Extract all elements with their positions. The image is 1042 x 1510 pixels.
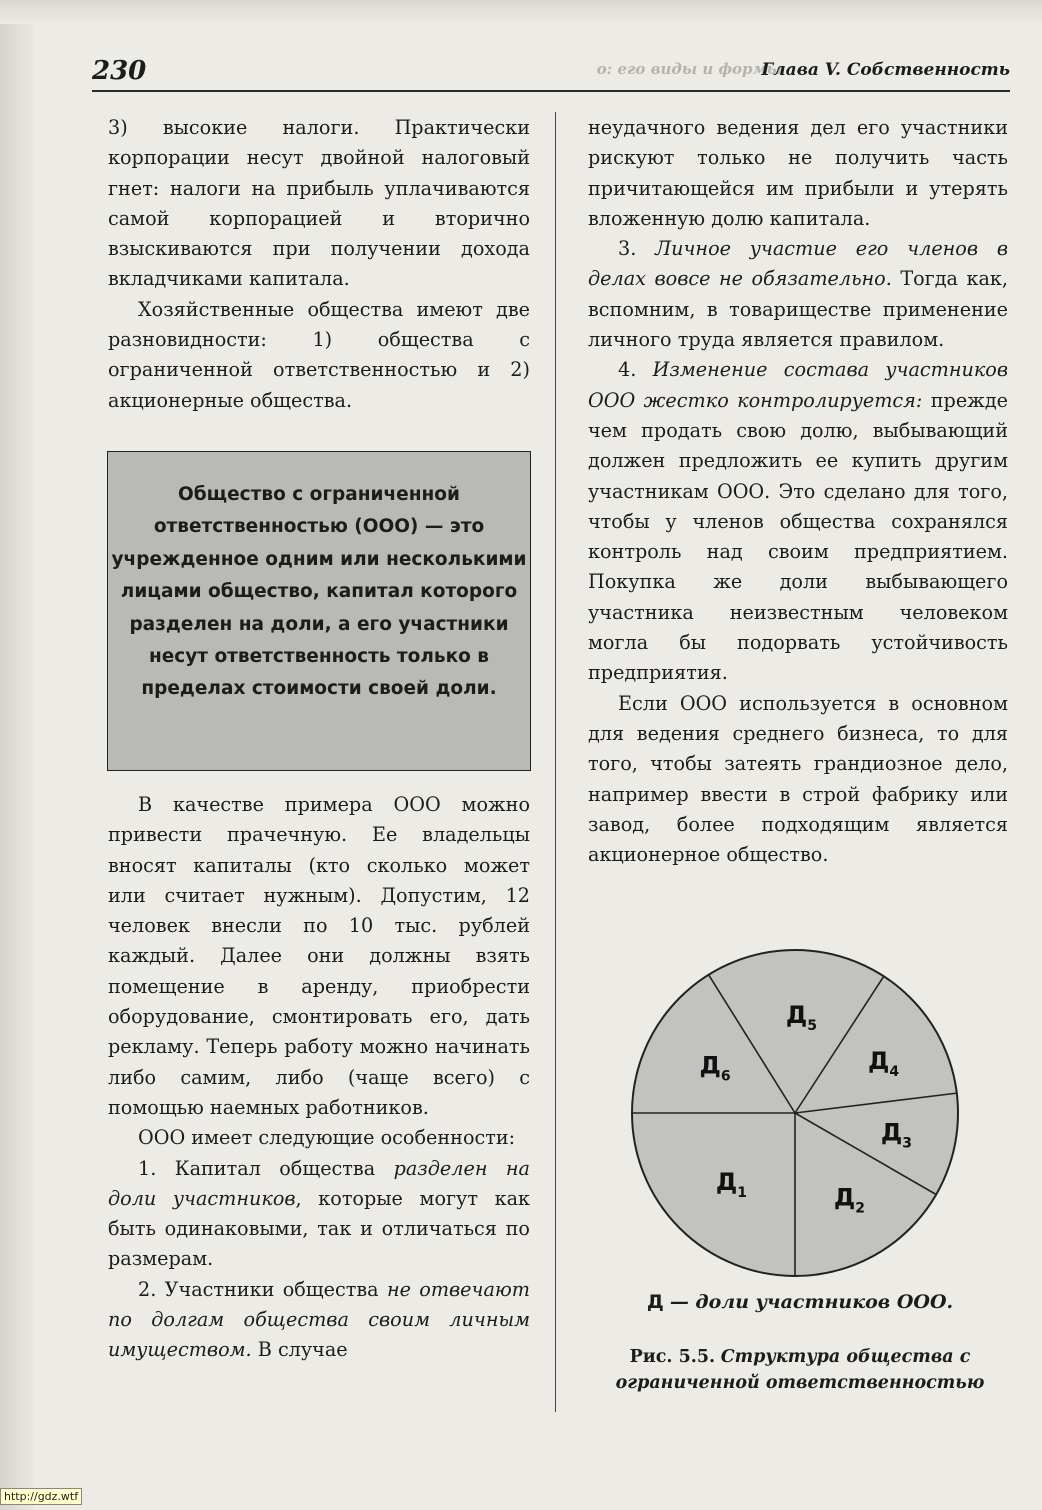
legend-symbol: Д bbox=[646, 1291, 664, 1313]
pie-slice-label: $Д_5$ bbox=[785, 1001, 817, 1035]
paragraph-features-intro: ООО имеет следующие особенности: bbox=[138, 1126, 516, 1150]
figure-caption bbox=[592, 1344, 1008, 1396]
caption-title: Структура общества с ограниченной ответственностью bbox=[615, 1347, 985, 1393]
definition-text: Общество с ограниченной ответственностью (ООО) — это учрежденное одним или несколькими лицами общество, капитал которого разделен на доли, а его участники несут ответственность только в пределах стоимости своей доли. bbox=[111, 484, 527, 700]
left-column-lower bbox=[108, 790, 530, 1366]
page-number: 230 bbox=[92, 56, 147, 86]
pie-chart bbox=[630, 948, 960, 1278]
bleed-through-text: о: его виды и формы bbox=[596, 60, 782, 78]
pie-slice-label: $Д_4$ bbox=[867, 1047, 900, 1081]
header-rule bbox=[92, 90, 1010, 92]
chapter-title: Глава V. Собственность bbox=[761, 60, 1010, 80]
pie-slice-label: $Д_1$ bbox=[715, 1168, 747, 1202]
left-column bbox=[108, 113, 530, 416]
right-column bbox=[588, 113, 1008, 870]
column-divider bbox=[555, 112, 556, 1412]
page-top-shadow bbox=[0, 0, 1042, 24]
paragraph-high-taxes: 3) высокие налоги. Практически корпорации несут двойной налоговый гнет: налоги на прибыль уплачиваются самой корпорацией и вторично взыскиваются при получении дохода вкладчиками капитала. bbox=[108, 116, 530, 291]
page-edge-shadow bbox=[0, 0, 34, 1510]
paragraph-laundry-example: В качестве примера ООО можно привести прачечную. Ее владельцы вносят капиталы (кто сколько может или считает нужным). Допустим, 12 человек внесли по 10 тыс. рублей каждый. Далее они должны взять помещение в аренду, приобрести оборудование, смонтировать его, дать рекламу. Теперь работу можно начинать либо самим, либо (чаще всего) с помощью наемных работников. bbox=[108, 793, 530, 1119]
site-stamp: http://gdz.wtf bbox=[0, 1488, 82, 1505]
page-header bbox=[92, 56, 1010, 90]
caption-label: Рис. 5.5. bbox=[629, 1347, 716, 1367]
feature-4: 4. Изменение состава участников ООО жестко контролируется: прежде чем продать свою долю, выбывающий должен предложить ее купить другим участникам ООО. Это сделано для того, чтобы у членов общества сохранялся контроль над своим предприятием. Покупка же доли выбывающего участника неизвестным человеком могла бы подорвать устойчивость предприятия. bbox=[588, 358, 1008, 685]
definition-box bbox=[107, 451, 531, 771]
pie-slice-label: $Д_2$ bbox=[833, 1183, 866, 1217]
pie-slice-label: $Д_6$ bbox=[699, 1051, 731, 1085]
paragraph-joint-stock: Если ООО используется в основном для ведения среднего бизнеса, то для того, чтобы затеять грандиозное дело, например ввести в строй фабрику или завод, более подходящим является акционерное общество. bbox=[588, 691, 1008, 867]
paragraph-continuation: неудачного ведения дел его участники рискуют только не получить часть причитающейся им прибыли и утерять вложенную долю капитала. bbox=[588, 116, 1008, 230]
legend-text: — доли участников ООО. bbox=[669, 1291, 954, 1313]
ownership-pie-figure bbox=[630, 948, 960, 1278]
feature-2: 2. Участники общества не отвечают по долгам общества своим личным имуществом. В случае bbox=[108, 1277, 530, 1362]
feature-1: 1. Капитал общества разделен на доли участников, которые могут как быть одинаковыми, так и отличаться по размерам. bbox=[108, 1156, 531, 1271]
pie-slice-label: $Д_3$ bbox=[880, 1118, 912, 1152]
paragraph-two-types: Хозяйственные общества имеют две разновидности: 1) общества с ограниченной ответственностью и 2) акционерные общества. bbox=[108, 297, 530, 412]
pie-legend bbox=[592, 1291, 1008, 1313]
feature-3: 3. Личное участие его членов в делах вовсе не обязательно. Тогда как, вспомним, в товариществе применение личного труда является правилом. bbox=[588, 237, 1009, 352]
